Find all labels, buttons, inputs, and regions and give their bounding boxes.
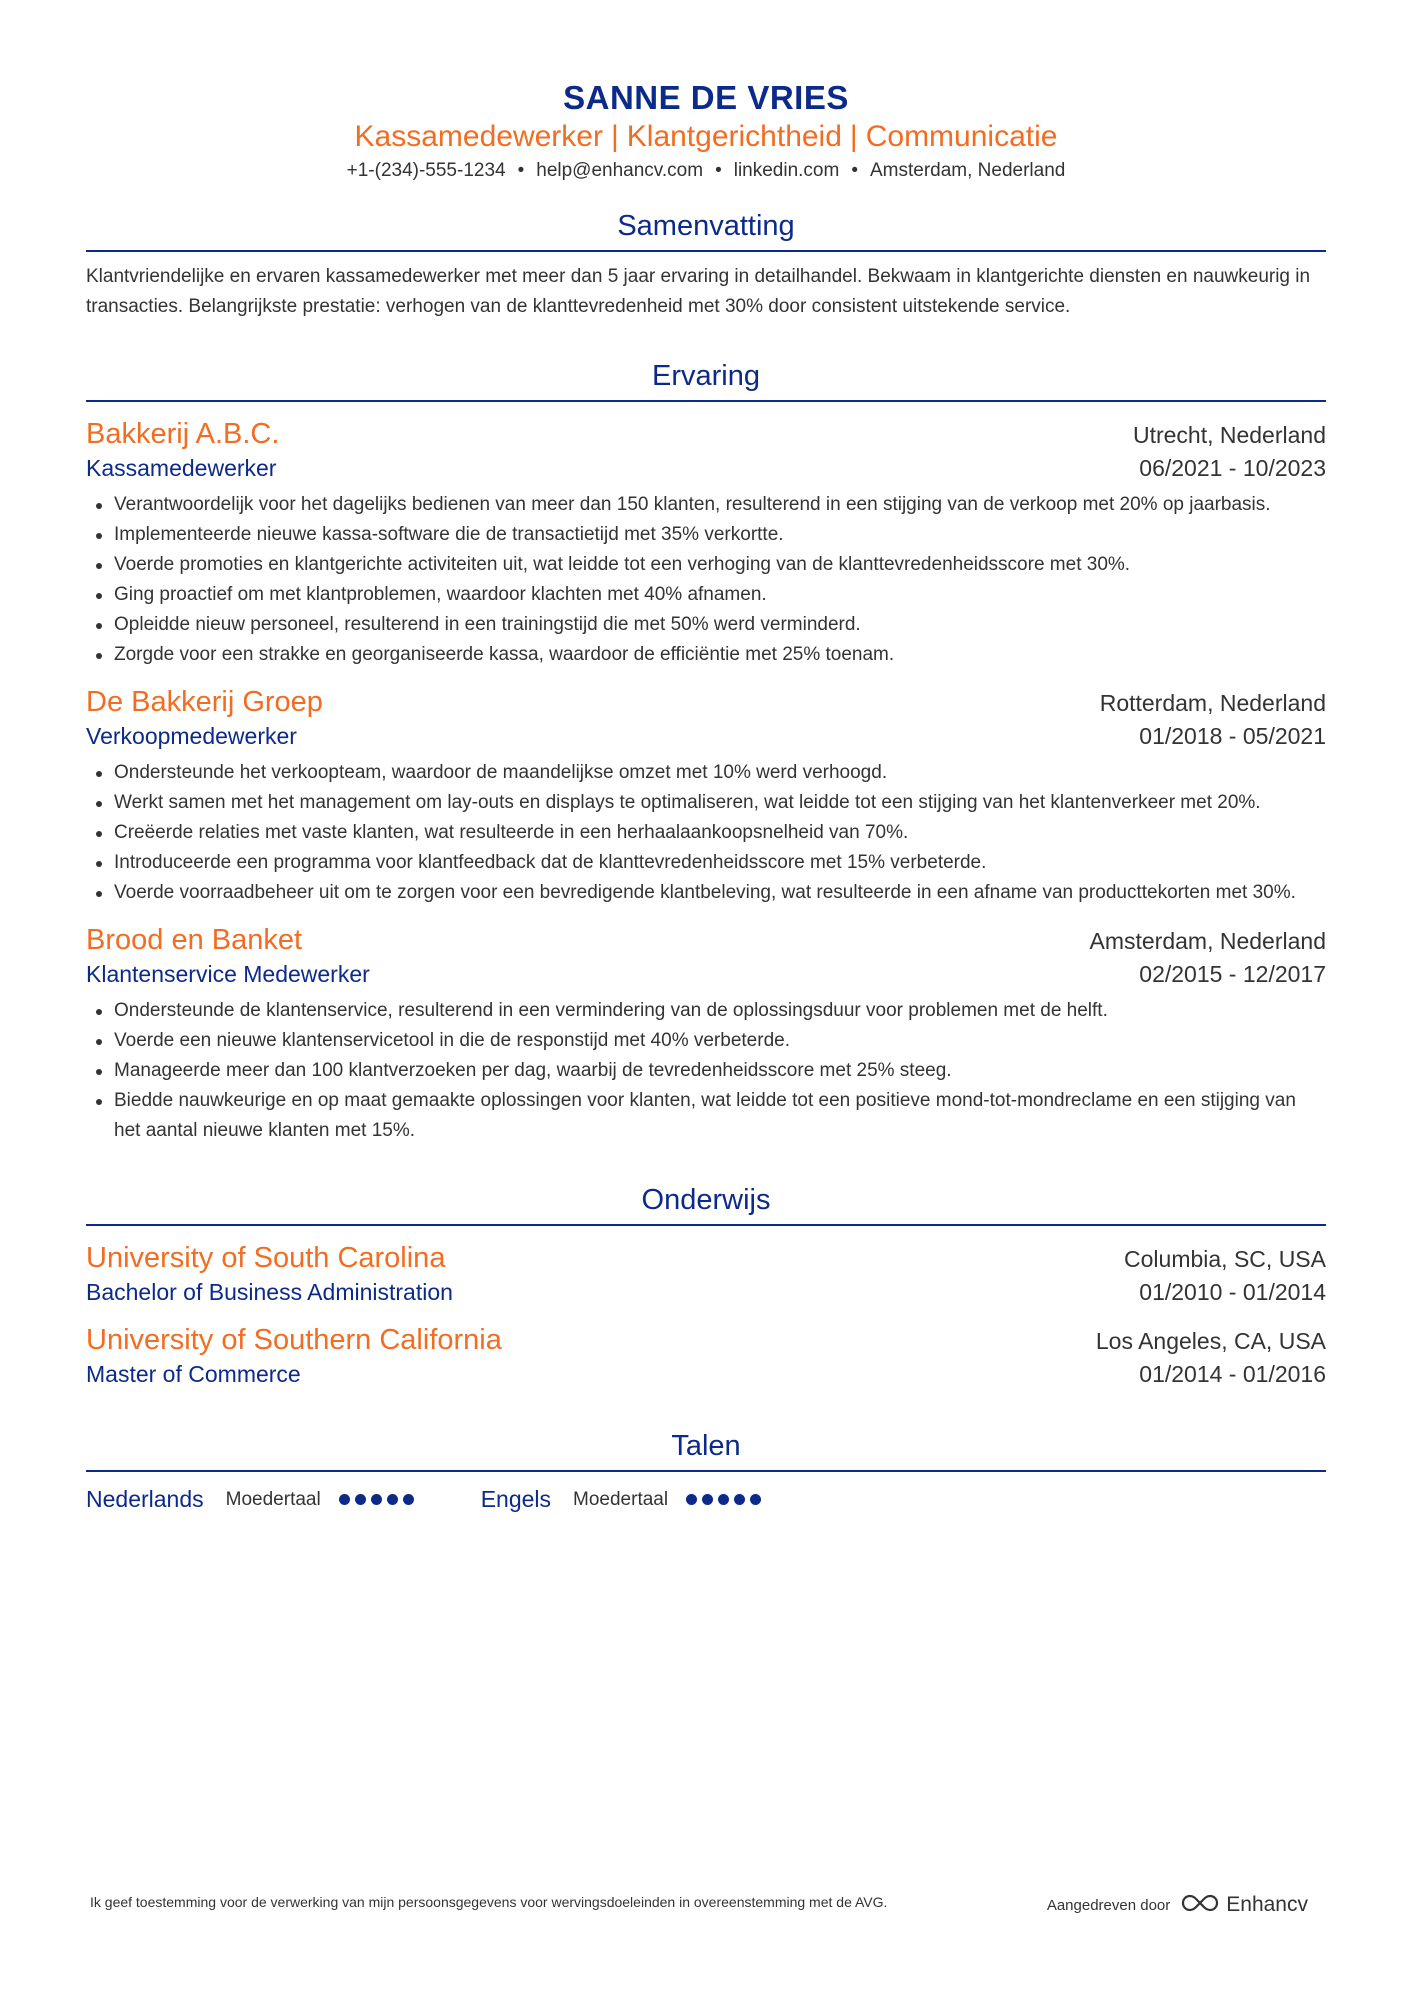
- job-bullet: Voerde een nieuwe klantenservicetool in die de responstijd met 40% verbeterde.: [114, 1026, 1326, 1056]
- school-name: University of South Carolina: [86, 1242, 446, 1274]
- degree: Bachelor of Business Administration: [86, 1279, 453, 1305]
- contact-separator: •: [851, 160, 858, 181]
- contact-separator: •: [715, 160, 722, 181]
- headline-separator: |: [610, 120, 619, 153]
- education-dates: 01/2010 - 01/2014: [1139, 1279, 1326, 1305]
- job-bullet: Ondersteunde het verkoopteam, waardoor de maandelijkse omzet met 10% werd verhoogd.: [114, 758, 1326, 788]
- headline-item: Kassamedewerker: [354, 120, 603, 153]
- contact-separator: •: [517, 160, 525, 181]
- experience-entry: [86, 922, 1326, 1146]
- language-item: [86, 1486, 419, 1513]
- contact-email[interactable]: help@enhancv.com: [536, 160, 704, 181]
- job-bullet: Werkt samen met het management om lay-outs en displays te optimaliseren, wat leidde tot een stijging van het klantenverkeer met 20%.: [114, 788, 1326, 818]
- school-location: Los Angeles, CA, USA: [1095, 1328, 1326, 1354]
- education-dates: 01/2014 - 01/2016: [1139, 1361, 1326, 1387]
- section-title-languages: Talen: [86, 1428, 1326, 1472]
- headline-separator: |: [849, 120, 858, 153]
- language-name: Nederlands: [86, 1486, 204, 1512]
- headline-item: Klantgerichtheid: [626, 120, 842, 153]
- job-bullet: Creëerde relaties met vaste klanten, wat resulteerde in een herhaalaankoopsnelheid van 70%.: [114, 818, 1326, 848]
- proficiency-dots: [339, 1494, 419, 1505]
- candidate-name: SANNE DE VRIES: [563, 79, 849, 116]
- education-entry: [86, 1322, 1326, 1390]
- job-bullets: [86, 758, 1326, 908]
- job-location: Rotterdam, Nederland: [1099, 690, 1326, 716]
- job-bullets: [86, 996, 1326, 1146]
- gdpr-consent: Ik geef toestemming voor de verwerking van mijn persoonsgegevens voor wervingsdoeleinden in overeenstemming met de AVG.: [90, 1894, 888, 1910]
- powered-by-label: Aangedreven door: [1046, 1896, 1171, 1914]
- degree: Master of Commerce: [86, 1361, 301, 1387]
- experience-entry: [86, 416, 1326, 670]
- job-title: Kassamedewerker: [86, 455, 277, 481]
- job-bullet: Ging proactief om met klantproblemen, waardoor klachten met 40% afnamen.: [114, 580, 1326, 610]
- job-bullet: Introduceerde een programma voor klantfeedback dat de klanttevredenheidsscore met 15% verbeterde.: [114, 848, 1326, 878]
- education-section: [86, 1182, 1326, 1390]
- language-level: Moedertaal: [225, 1488, 321, 1510]
- job-dates: 06/2021 - 10/2023: [1139, 455, 1326, 481]
- company-name: Brood en Banket: [86, 924, 303, 956]
- language-level: Moedertaal: [573, 1488, 669, 1510]
- headline: [86, 118, 1326, 156]
- job-bullet: Biedde nauwkeurige en op maat gemaakte oplossingen voor klanten, wat leidde tot een positieve mond-tot-mondreclame en een stijging van het aantal nieuwe klanten met 15%.: [114, 1086, 1326, 1146]
- language-item: [481, 1486, 766, 1513]
- company-name: De Bakkerij Groep: [86, 686, 323, 718]
- job-bullet: Zorgde voor een strakke en georganiseerde kassa, waardoor de efficiëntie met 25% toenam.: [114, 640, 1326, 670]
- job-bullet: Ondersteunde de klantenservice, resulterend in een vermindering van de oplossingsduur voor problemen met de helft.: [114, 996, 1326, 1026]
- job-title: Klantenservice Medewerker: [86, 961, 370, 987]
- section-title-experience: Ervaring: [86, 358, 1326, 402]
- summary-text: Klantvriendelijke en ervaren kassamedewerker met meer dan 5 jaar ervaring in detailhandel. Bekwaam in klantgerichte diensten en nauwkeurig in transacties. Belangrijkste prestatie: verhogen van de klanttevredenheid met 30% door consistent uitstekende service.: [86, 266, 1311, 317]
- job-dates: 01/2018 - 05/2021: [1139, 723, 1326, 749]
- job-bullet: Voerde promoties en klantgerichte activiteiten uit, wat leidde tot een verhoging van de klanttevredenheidsscore met 30%.: [114, 550, 1326, 580]
- footer: [90, 1892, 1330, 1918]
- school-name: University of Southern California: [86, 1324, 502, 1356]
- experience-section: [86, 358, 1326, 1146]
- experience-entry: [86, 684, 1326, 908]
- job-location: Amsterdam, Nederland: [1089, 928, 1326, 954]
- education-entry: [86, 1240, 1326, 1308]
- powered-by: [1047, 1892, 1308, 1918]
- job-bullet: Implementeerde nieuwe kassa-software die de transactietijd met 35% verkortte.: [114, 520, 1326, 550]
- job-location: Utrecht, Nederland: [1132, 422, 1326, 448]
- job-title: Verkoopmedewerker: [86, 723, 297, 749]
- job-bullet: Verantwoordelijk voor het dagelijks bedienen van meer dan 150 klanten, resulterend in een stijging van de verkoop met 20% op jaarbasis.: [114, 490, 1326, 520]
- summary-section: [86, 208, 1326, 322]
- contact-info: [86, 158, 1326, 184]
- contact-phone[interactable]: +1-(234)-555-1234: [346, 160, 506, 181]
- job-bullet: Opleidde nieuw personeel, resulterend in een trainingstijd die met 50% werd verminderd.: [114, 610, 1326, 640]
- company-name: Bakkerij A.B.C.: [86, 418, 280, 450]
- contact-linkedin[interactable]: linkedin.com: [733, 160, 840, 181]
- contact-location: Amsterdam, Nederland: [869, 160, 1066, 181]
- section-title-summary: Samenvatting: [86, 208, 1326, 252]
- languages-section: [86, 1428, 1326, 1513]
- job-dates: 02/2015 - 12/2017: [1139, 961, 1326, 987]
- headline-item: Communicatie: [865, 120, 1058, 153]
- resume-page: [86, 0, 1326, 1513]
- section-title-education: Onderwijs: [86, 1182, 1326, 1226]
- school-location: Columbia, SC, USA: [1124, 1246, 1326, 1272]
- infinity-logo-icon: [1180, 1892, 1220, 1918]
- language-name: Engels: [480, 1486, 552, 1512]
- job-bullets: [86, 490, 1326, 670]
- proficiency-dots: [686, 1494, 766, 1505]
- job-bullet: Manageerde meer dan 100 klantverzoeken per dag, waarbij de tevredenheidsscore met 25% steeg.: [114, 1056, 1326, 1086]
- brand-name[interactable]: Enhancv: [1226, 1893, 1308, 1916]
- job-bullet: Voerde voorraadbeheer uit om te zorgen voor een bevredigende klantbeleving, wat resulteerde in een afname van producttekorten met 30%.: [114, 878, 1326, 908]
